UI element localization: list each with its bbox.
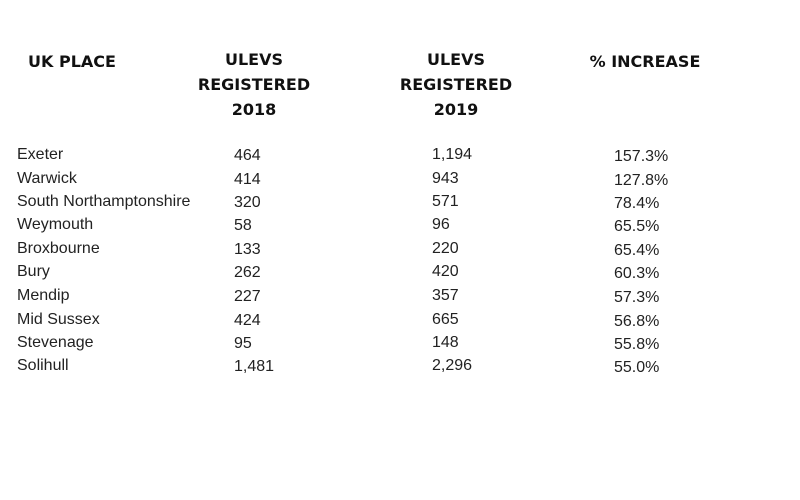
cell-place: Mendip [17,287,70,304]
header-ulevs-2018 [196,47,312,122]
cell-ulevs-2019: 96 [432,216,450,233]
cell-place: Bury [17,263,50,280]
cell-ulevs-2019: 420 [432,263,459,280]
header-percent-increase [588,49,702,74]
header-2019-line-1: ULEVS [426,50,486,69]
cell-ulevs-2018: 320 [234,194,261,211]
table-row [0,261,800,283]
cell-percent-increase: 78.4% [614,195,660,212]
cell-percent-increase: 57.3% [614,289,660,306]
cell-ulevs-2018: 464 [234,147,261,164]
cell-ulevs-2019: 148 [432,334,459,351]
cell-place: Warwick [17,170,77,187]
cell-ulevs-2019: 357 [432,287,459,304]
cell-ulevs-2019: 1,194 [432,146,473,163]
cell-percent-increase: 56.8% [614,313,660,330]
header-percent-increase-label: % INCREASE [589,52,701,71]
header-uk-place-label: UK PLACE [28,52,116,71]
table-row [0,309,800,331]
cell-ulevs-2018: 58 [234,217,252,234]
cell-ulevs-2019: 220 [432,240,459,257]
cell-percent-increase: 65.5% [614,218,660,235]
header-2018-line-2: REGISTERED [197,75,311,94]
table-row [0,355,800,377]
header-2019-line-2: REGISTERED [399,75,513,94]
table-row [0,191,800,213]
table-row [0,214,800,236]
cell-ulevs-2018: 424 [234,312,261,329]
table-row [0,144,800,166]
header-2018-line-1: ULEVS [224,50,284,69]
table-row [0,238,800,260]
cell-place: Weymouth [17,216,94,233]
cell-ulevs-2019: 571 [432,193,459,210]
cell-ulevs-2018: 262 [234,264,261,281]
cell-ulevs-2019: 665 [432,311,459,328]
cell-percent-increase: 65.4% [614,242,660,259]
cell-place: Broxbourne [17,240,100,257]
cell-ulevs-2019: 2,296 [432,357,473,374]
cell-percent-increase: 55.0% [614,359,660,376]
cell-place: Mid Sussex [17,311,100,328]
cell-place: Solihull [17,357,69,374]
cell-ulevs-2018: 414 [234,171,261,188]
cell-place: Exeter [17,146,64,163]
cell-percent-increase: 157.3% [614,148,669,165]
header-2018-line-3: 2018 [231,100,277,119]
cell-ulevs-2019: 943 [432,170,459,187]
table-row [0,332,800,354]
cell-ulevs-2018: 1,481 [234,358,275,375]
header-ulevs-2019 [398,47,514,122]
header-uk-place [28,49,116,74]
cell-place: South Northamptonshire [17,193,191,210]
cell-percent-increase: 127.8% [614,172,669,189]
cell-ulevs-2018: 133 [234,241,261,258]
cell-ulevs-2018: 227 [234,288,261,305]
table-row [0,168,800,190]
cell-percent-increase: 60.3% [614,265,660,282]
table-row [0,285,800,307]
cell-ulevs-2018: 95 [234,335,252,352]
cell-percent-increase: 55.8% [614,336,660,353]
cell-place: Stevenage [17,334,94,351]
header-2019-line-3: 2019 [433,100,479,119]
